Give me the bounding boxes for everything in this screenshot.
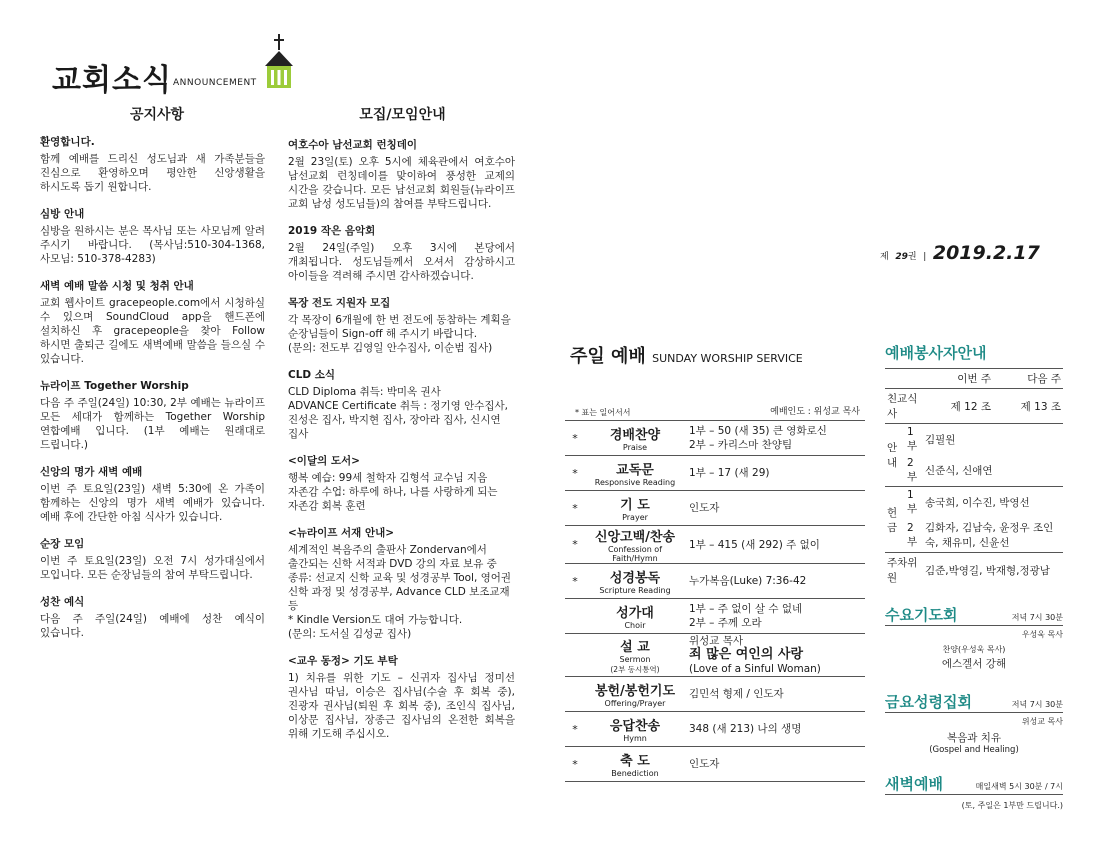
order-name-en: Prayer [622, 513, 648, 522]
page-title: 교회소식 [52, 63, 172, 98]
gatherings-item-title: 2019 작은 음악회 [288, 225, 376, 237]
notices-item-title: 심방 안내 [40, 208, 85, 220]
order-name-ko: 성경봉독 [609, 571, 661, 586]
order-name [585, 636, 685, 675]
order-name [585, 602, 685, 630]
order-name-en: Praise [622, 443, 648, 452]
order-desc-line: 인도자 [689, 758, 720, 770]
stand-mark: * [572, 466, 578, 480]
gatherings-item-body: 각 목장이 6개월에 한 번 전도에 동참하는 계획을 순장님들이 Sign-off 해 주시기 바랍니다. (문의: 전도부 김영일 안수집사, 이순범 집사) [288, 314, 511, 354]
order-name [585, 526, 685, 563]
gatherings-item-title: <뉴라이프 서재 안내> [288, 527, 395, 539]
order-desc-line: 1부 – 17 (새 29) [689, 467, 770, 479]
order-desc [685, 466, 865, 480]
gatherings-section [288, 654, 515, 741]
order-desc [685, 538, 865, 552]
order-name-ko: 설 교 [620, 639, 650, 655]
service-staff-table: 이번 주 다음 주 친교식사 제 12 조 제 13 조 안내 1부 김필원 2부 신준식, 신애연 헌금 1부 송국희, 이수진, 박영선 2부 김화자, 김남숙, 윤정우 조인숙, 채유미, 신윤선 주차위원 김준,박영길, 박재형,정광남 [885, 368, 1063, 587]
order-desc-line: (Love of a Sinful Woman) [689, 663, 821, 675]
notices-section [40, 279, 265, 366]
notices-item-title: 뉴라이프 Together Worship [40, 380, 189, 392]
gatherings-section [288, 454, 515, 513]
stand-note: * 표는 일어서서 [575, 408, 631, 417]
gatherings-item-title: <교우 동정> 기도 부탁 [288, 655, 398, 667]
gatherings-section [288, 368, 515, 441]
gatherings-item-title: 여호수아 남선교회 런칭데이 [288, 139, 418, 151]
friday-line2: (Gospel and Healing) [929, 745, 1019, 755]
notices-item-body: 이번 주 토요일(23일) 오전 7시 성가대실에서 모입니다. 모든 순장님들의 참여 부탁드립니다. [40, 555, 265, 581]
notices-section [40, 135, 265, 194]
friday-leader: 위성교 목사 [1021, 717, 1063, 726]
church-icon [262, 34, 296, 90]
order-row [565, 525, 865, 563]
order-name-ko: 기 도 [620, 498, 650, 513]
order-name-ko: 신앙고백/찬송 [594, 530, 676, 545]
gatherings-item-title: 목장 전도 지원자 모집 [288, 297, 391, 309]
order-name-ko: 경배찬양 [609, 428, 661, 443]
order-desc [685, 424, 865, 452]
order-name-en: Confession of Faith/Hymn [607, 545, 663, 563]
order-desc-line: 348 (새 213) 나의 생명 [689, 723, 802, 735]
notices-item-title: 환영합니다. [40, 136, 95, 148]
order-name-en: Benediction [611, 769, 659, 778]
order-name [585, 680, 685, 708]
stand-mark: * [572, 757, 578, 771]
notices-heading: 공지사항 [129, 107, 185, 123]
dawn-note: (토, 주일은 1부만 드립니다.) [961, 801, 1063, 810]
notices-list [40, 135, 265, 653]
gatherings-item-title: <이달의 도서> [288, 455, 360, 467]
stand-mark: * [572, 501, 578, 515]
order-name-en: Scripture Reading [599, 586, 671, 595]
gatherings-item-title: CLD 소식 [288, 369, 336, 381]
order-name-en: Choir [624, 621, 646, 630]
notices-item-title: 순장 모임 [40, 538, 85, 550]
order-name-ko: 응답찬송 [609, 719, 661, 734]
order-name [585, 715, 685, 743]
stand-mark: * [572, 538, 578, 551]
order-name-ko: 봉헌/봉헌기도 [594, 684, 676, 699]
gatherings-item-body: 행복 예습: 99세 철학자 김형석 교수님 지음 자존감 수업: 하루에 하나, 나를 사랑하게 되는 자존감 회복 훈련 [288, 472, 498, 512]
order-desc-line: 2부 – 주께 오라 [689, 617, 762, 629]
order-desc [685, 687, 865, 701]
wednesday-leader: 우성욱 목사 [1021, 630, 1063, 639]
gatherings-item-body: 2월 23일(토) 오후 5시에 체육관에서 여호수아 남선교회 런칭데이를 맞이하여 풍성한 교제의 시간을 갖습니다. 모든 남선교회 회원들(뉴라이프 교회 남성 성도님들)의 참여를 부탁드립니다. [288, 156, 515, 210]
notices-item-body: 이번 주 토요일(23일) 새벽 5:30에 온 가족이 함께하는 신앙의 명가 새벽 예배가 있습니다. 예배 후에 간단한 아침 식사가 있습니다. [40, 483, 265, 523]
gatherings-item-body: 2월 24일(주일) 오후 3시에 본당에서 개최됩니다. 성도님들께서 오셔서 감상하시고 아이들을 격려해 주시면 감사하겠습니다. [288, 242, 515, 282]
order-desc-line: 1부 – 415 (새 292) 주 없이 [689, 538, 820, 551]
stand-mark: * [572, 722, 578, 736]
notices-item-title: 신앙의 명가 새벽 예배 [40, 466, 143, 478]
friday-line1: 복음과 치유 [946, 732, 1002, 744]
gatherings-section [288, 296, 515, 355]
notices-item-body: 다음 주 주일(24일) 예배에 성찬 예식이 있습니다. [40, 613, 265, 639]
gatherings-item-body: 1) 치유를 위한 기도 – 신귀자 집사님 정미선 권사님 따님, 이승은 집사님(수술 후 회복 중), 진광자 권사님(퇴원 후 회복 중), 조인식 집사님, 이상문 집사님, 장종근 집사님의 온전한 회복을 위해 기도해 주십시오. [288, 672, 515, 740]
order-desc-line: 1부 – 주 없이 살 수 없네 [689, 603, 803, 615]
friday-title: 금요성령집회 저녁 7시 30분 [885, 693, 1063, 711]
order-name-en: Sermon [619, 654, 651, 664]
order-row [565, 711, 865, 746]
gatherings-section [288, 138, 515, 211]
order-desc [685, 722, 865, 736]
notices-item-title: 새벽 예배 말씀 시청 및 청취 안내 [40, 280, 194, 292]
service-staff-heading: 예배봉사자안내 [885, 344, 987, 362]
order-name-ko: 축 도 [620, 754, 650, 769]
order-name [585, 424, 685, 452]
wednesday-title: 수요기도회 저녁 7시 30분 [885, 606, 1063, 624]
notices-section [40, 537, 265, 582]
notices-section [40, 207, 265, 266]
wednesday-line1: 찬양(우성욱 목사) [942, 645, 1006, 654]
order-row [565, 633, 865, 676]
order-row [565, 420, 865, 455]
order-name-ko: 교독문 [616, 463, 654, 478]
order-row [565, 598, 865, 633]
order-row [565, 746, 865, 782]
order-desc-line: 죄 많은 여인의 사랑 [689, 647, 804, 662]
notices-section [40, 465, 265, 524]
gatherings-list [288, 138, 515, 754]
notices-item-body: 다음 주 주일(24일) 10:30, 2부 예배는 뉴라이프 모든 세대가 함께하는 Together Worship 연합예배 입니다. (1부 예배는 원래대로 드립니다.) [40, 397, 265, 451]
order-desc [685, 501, 865, 515]
order-desc [685, 757, 865, 771]
notices-item-body: 심방을 원하시는 분은 목사님 또는 사모님께 알려 주시기 바랍니다. (목사님:510-304-1368, 사모님: 510-378-4283) [40, 225, 265, 265]
order-name-extra: (2부 동시통역) [610, 664, 660, 674]
order-desc [685, 634, 865, 676]
order-desc-line: 2부 – 카리스마 찬양팀 [689, 439, 793, 451]
order-name [585, 750, 685, 778]
bulletin-date: 제 29권 | 2019.2.17 [880, 242, 1040, 264]
gatherings-heading: 모집/모임안내 [359, 107, 446, 123]
order-name [585, 459, 685, 487]
gatherings-section [288, 526, 515, 641]
order-row [565, 490, 865, 525]
dawn-title: 새벽예배 매일새벽 5시 30분 / 7시 [885, 775, 1063, 793]
order-name-en: Offering/Prayer [604, 699, 666, 708]
notices-section [40, 595, 265, 640]
gatherings-item-body: 세계적인 복음주의 출판사 Zondervan에서 출간되는 신학 서적과 DVD 강의 자료 보유 중 종류: 선교지 신학 교육 및 성경공부 Tool, 영어권 신학 과정 및 성경공부, Advance CLD 보조교재 등 * Kindle Version도 대여 가능합니다. (문의: 도서실 김성균 집사) [288, 544, 512, 640]
order-row [565, 676, 865, 711]
order-desc-line: 위성교 목사 [689, 635, 744, 647]
gatherings-section [288, 224, 515, 283]
order-name [585, 494, 685, 522]
order-desc-line: 누가복음(Luke) 7:36-42 [689, 575, 807, 587]
wednesday-line2: 에스겔서 강해 [941, 658, 1007, 670]
order-row [565, 455, 865, 490]
order-name [585, 567, 685, 595]
order-desc-line: 1부 – 50 (새 35) 큰 영화로신 [689, 425, 827, 437]
order-desc [685, 602, 865, 630]
order-row [565, 563, 865, 598]
worship-leader: 예배인도 : 위성교 목사 [770, 407, 860, 417]
order-name-ko: 성가대 [616, 606, 654, 621]
notices-item-body: 함께 예배를 드리신 성도님과 새 가족분들을 진심으로 환영하오며 평안한 신앙생활을 하시도록 돕기 원합니다. [40, 153, 265, 193]
stand-mark: * [572, 574, 578, 588]
order-desc-line: 김민석 형제 / 인도자 [689, 688, 784, 700]
worship-title: 주일 예배 SUNDAY WORSHIP SERVICE [570, 346, 803, 367]
order-name-en: Hymn [623, 734, 647, 743]
order-desc-line: 인도자 [689, 502, 720, 514]
stand-mark: * [572, 431, 578, 445]
notices-item-title: 성찬 예식 [40, 596, 85, 608]
order-name-en: Responsive Reading [594, 478, 676, 487]
notices-item-body: 교회 웹사이트 gracepeople.com에서 시청하실 수 있으며 SoundCloud app을 핸드폰에 설치하신 후 gracepeople을 찾아 Follow 하시면 출퇴근 길에도 새벽예배 말씀을 들으실 수 있습니다. [40, 297, 265, 365]
order-desc [685, 574, 865, 588]
worship-order [565, 420, 865, 782]
page-subtitle: ANNOUNCEMENT [173, 78, 257, 88]
notices-section [40, 379, 265, 452]
gatherings-item-body: CLD Diploma 취득: 박미옥 권사 ADVANCE Certificate 취득 : 정기영 안수집사, 진성은 집사, 박지현 집사, 장아라 집사, 신시연 집사 [288, 386, 508, 440]
